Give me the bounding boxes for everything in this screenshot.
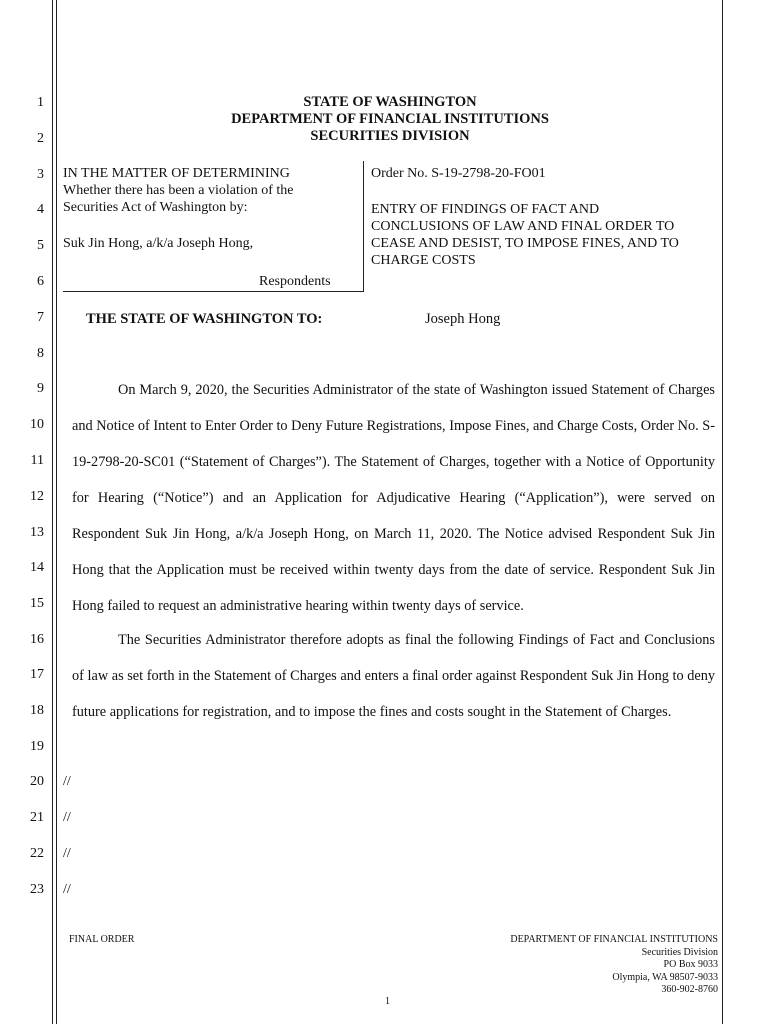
line-number: 17 (30, 667, 44, 682)
matter-line: IN THE MATTER OF DETERMINING (63, 166, 290, 181)
line-number: 8 (37, 346, 44, 361)
line-number: 2 (37, 131, 44, 146)
respondents-label: Respondents (259, 274, 331, 289)
body-paragraph-1: On March 9, 2020, the Securities Administrator of the state of Washington issued Statement of Charges and Notice of Intent to Enter Order to Deny Future Registrations, Impose Fines, and Charge Costs, Order No. S-19-2798-20-SC01 (“Statement of Charges”). The Statement of Charges, together with a Notice of Opportunity for Hearing (“Notice”) and an Application for Adjudicative Hearing (“Application”), were served on Respondent Suk Jin Hong, a/k/a Joseph Hong, on March 11, 2020. The Notice advised Respondent Suk Jin Hong that the Application must be received within twenty days from the date of service. Respondent Suk Jin Hong failed to request an administrative hearing within twenty days of service. (72, 382, 715, 614)
addressee-label: THE STATE OF WASHINGTON TO: (86, 311, 323, 327)
header-division: SECURITIES DIVISION (310, 128, 470, 144)
line-number: 22 (30, 846, 44, 861)
line-number: 20 (30, 774, 44, 789)
line-number: 23 (30, 882, 44, 897)
line-number: 10 (30, 417, 44, 432)
line-number: 9 (37, 381, 44, 396)
order-title-line: CONCLUSIONS OF LAW AND FINAL ORDER TO (371, 219, 675, 234)
line-number: 11 (30, 453, 44, 468)
footer-po-box: PO Box 9033 (663, 959, 718, 970)
matter-line: Securities Act of Washington by: (63, 200, 248, 215)
line-number: 12 (30, 489, 44, 504)
section-break-slash: // (63, 774, 71, 789)
footer-address-block (510, 934, 718, 997)
header-department: DEPARTMENT OF FINANCIAL INSTITUTIONS (231, 111, 549, 127)
line-number: 14 (30, 560, 44, 575)
line-number: 16 (30, 632, 44, 647)
matter-line: Whether there has been a violation of the (63, 183, 294, 198)
line-number: 6 (37, 274, 44, 289)
footer-department: DEPARTMENT OF FINANCIAL INSTITUTIONS (510, 934, 718, 945)
order-title-line: CEASE AND DESIST, TO IMPOSE FINES, AND TO (371, 236, 679, 251)
order-title-line: ENTRY OF FINDINGS OF FACT AND (371, 202, 600, 217)
left-margin-rule-outer (52, 0, 53, 1024)
order-number: Order No. S-19-2798-20-FO01 (371, 166, 546, 181)
line-number: 15 (30, 596, 44, 611)
section-break-slash: // (63, 882, 71, 897)
header-state: STATE OF WASHINGTON (303, 94, 477, 110)
caption-divider-vertical (363, 161, 364, 292)
right-margin-rule (722, 0, 723, 1024)
body-paragraph-2: The Securities Administrator therefore adopts as final the following Findings of Fact and Conclusions of law as set forth in the Statement of Charges and enters a final order against Respondent Suk Jin Hong to deny future applications for registration, and to impose the fines and costs sought in the Statement of Charges. (72, 632, 715, 720)
section-break-slash: // (63, 810, 71, 825)
section-break-slash: // (63, 846, 71, 861)
left-margin-rule-inner (56, 0, 57, 1024)
addressee-name: Joseph Hong (425, 311, 501, 327)
line-number: 5 (37, 238, 44, 253)
document-header (60, 94, 720, 145)
caption-divider-horizontal (63, 291, 364, 292)
line-number: 4 (37, 202, 44, 217)
case-caption-matter (63, 165, 363, 289)
line-number: 18 (30, 703, 44, 718)
line-number: 7 (37, 310, 44, 325)
line-number: 21 (30, 810, 44, 825)
line-number: 19 (30, 739, 44, 754)
footer-phone: 360-902-8760 (661, 984, 718, 995)
footer-division: Securities Division (641, 946, 718, 958)
line-number: 1 (37, 95, 44, 110)
footer-document-type: FINAL ORDER (69, 934, 135, 945)
respondent-name: Suk Jin Hong, a/k/a Joseph Hong, (63, 236, 254, 251)
page-number: 1 (385, 996, 390, 1007)
order-title-line: CHARGE COSTS (371, 253, 476, 268)
footer-city: Olympia, WA 98507-9033 (612, 971, 718, 983)
case-caption-order (371, 165, 716, 269)
line-number: 3 (37, 167, 44, 182)
line-number: 13 (30, 525, 44, 540)
